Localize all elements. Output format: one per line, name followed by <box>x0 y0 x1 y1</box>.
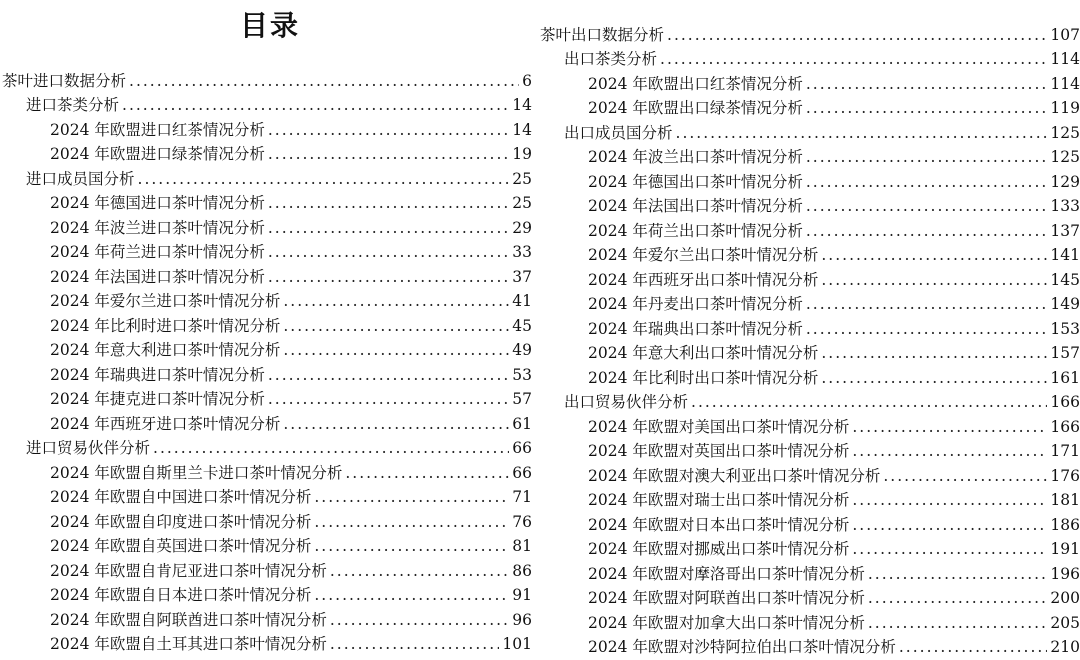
toc-leader-dots <box>268 218 509 238</box>
toc-entry-label: 出口贸易伙伴分析 <box>564 393 689 411</box>
toc-entry-label: 2024 年欧盟对美国出口茶叶情况分析 <box>588 417 850 436</box>
toc-entry-page-number: 145 <box>1050 270 1080 289</box>
toc-entry-label: 2024 年波兰出口茶叶情况分析 <box>588 148 803 166</box>
toc-entry-page-number: 66 <box>512 439 532 457</box>
toc-leader-dots <box>852 539 1047 559</box>
toc-entry-page-number: 157 <box>1050 344 1080 362</box>
toc-leader-dots <box>268 144 509 164</box>
toc-leader-dots <box>883 466 1047 486</box>
toc-entry-page-number: 61 <box>512 414 532 433</box>
toc-entry-label: 2024 年欧盟对阿联酋出口茶叶情况分析 <box>588 589 865 607</box>
toc-entry[interactable] <box>538 167 1080 192</box>
toc-entry-page-number: 66 <box>512 463 532 482</box>
toc-entry[interactable] <box>538 265 1080 290</box>
toc-entry[interactable] <box>0 360 532 385</box>
toc-entry-label: 2024 年欧盟进口绿茶情况分析 <box>50 145 265 163</box>
toc-entry[interactable] <box>0 532 532 557</box>
toc-entry-page-number: 200 <box>1050 589 1080 607</box>
toc-entry[interactable] <box>0 409 532 434</box>
toc-entry[interactable] <box>538 143 1080 168</box>
toc-entry-page-number: 107 <box>1050 25 1080 44</box>
toc-leader-dots <box>314 585 509 605</box>
toc-entry[interactable] <box>0 238 532 263</box>
toc-entry-label: 茶叶出口数据分析 <box>540 25 665 44</box>
toc-entry[interactable] <box>538 290 1080 315</box>
toc-leader-dots <box>129 71 519 91</box>
toc-entry-label: 2024 年德国进口茶叶情况分析 <box>50 194 265 212</box>
toc-left-column <box>0 66 532 654</box>
toc-entry-page-number: 86 <box>512 561 532 580</box>
toc-entry-label: 进口茶类分析 <box>26 96 120 114</box>
toc-entry-label: 出口成员国分析 <box>564 123 673 142</box>
toc-leader-dots <box>806 98 1048 118</box>
toc-entry[interactable] <box>538 388 1080 413</box>
toc-entry-label: 2024 年法国出口茶叶情况分析 <box>588 197 803 215</box>
toc-leader-dots <box>806 221 1048 241</box>
toc-entry-page-number: 191 <box>1050 540 1080 558</box>
toc-leader-dots <box>806 172 1048 192</box>
toc-leader-dots <box>806 196 1048 216</box>
toc-leader-dots <box>283 414 509 434</box>
toc-entry[interactable] <box>0 581 532 606</box>
toc-entry-label: 2024 年西班牙出口茶叶情况分析 <box>588 270 819 289</box>
toc-leader-dots <box>283 340 509 360</box>
toc-entry-page-number: 14 <box>512 120 532 139</box>
toc-entry-label: 2024 年西班牙进口茶叶情况分析 <box>50 414 281 433</box>
toc-entry-label: 2024 年欧盟自印度进口茶叶情况分析 <box>50 512 312 531</box>
toc-entry-label: 2024 年欧盟自肯尼亚进口茶叶情况分析 <box>50 561 327 580</box>
toc-leader-dots <box>806 74 1048 94</box>
toc-entry[interactable] <box>0 66 532 91</box>
toc-entry-label: 2024 年意大利出口茶叶情况分析 <box>588 344 819 362</box>
toc-entry[interactable] <box>538 535 1080 560</box>
toc-leader-dots <box>660 49 1047 69</box>
toc-leader-dots <box>821 245 1047 265</box>
toc-entry-page-number: 205 <box>1050 613 1080 632</box>
toc-entry[interactable] <box>0 434 532 459</box>
toc-entry-page-number: 41 <box>512 292 532 310</box>
toc-entry[interactable] <box>538 94 1080 119</box>
toc-entry-page-number: 133 <box>1050 197 1080 215</box>
toc-entry-label: 2024 年欧盟出口绿茶情况分析 <box>588 99 803 117</box>
toc-entry-label: 2024 年欧盟对沙特阿拉伯出口茶叶情况分析 <box>588 638 896 656</box>
toc-entry-label: 2024 年爱尔兰进口茶叶情况分析 <box>50 292 281 310</box>
toc-leader-dots <box>268 120 509 140</box>
toc-entry-page-number: 33 <box>512 243 532 261</box>
toc-entry-label: 2024 年瑞典进口茶叶情况分析 <box>50 365 265 384</box>
toc-entry[interactable] <box>0 311 532 336</box>
toc-entry[interactable] <box>538 241 1080 266</box>
toc-entry[interactable] <box>538 363 1080 388</box>
toc-leader-dots <box>806 294 1048 314</box>
toc-entry-label: 2024 年欧盟对英国出口茶叶情况分析 <box>588 442 850 460</box>
page-title: 目录 <box>240 9 301 42</box>
toc-leader-dots <box>345 463 509 483</box>
toc-entry-page-number: 25 <box>512 169 532 188</box>
toc-entry[interactable] <box>0 91 532 116</box>
toc-leader-dots <box>268 193 509 213</box>
toc-entry-page-number: 25 <box>512 194 532 212</box>
toc-leader-dots <box>268 267 509 287</box>
toc-entry[interactable] <box>538 339 1080 364</box>
toc-entry-label: 出口茶类分析 <box>564 50 658 68</box>
toc-entry-page-number: 76 <box>512 512 532 531</box>
toc-entry-label: 2024 年欧盟进口红茶情况分析 <box>50 120 265 139</box>
toc-leader-dots <box>314 536 509 556</box>
toc-entry-label: 2024 年欧盟对加拿大出口茶叶情况分析 <box>588 613 865 632</box>
toc-leader-dots <box>806 319 1048 339</box>
toc-entry-page-number: 114 <box>1050 50 1080 68</box>
toc-entry[interactable] <box>0 458 532 483</box>
toc-entry-page-number: 57 <box>512 390 532 408</box>
toc-leader-dots <box>868 613 1048 633</box>
toc-entry-page-number: 81 <box>512 537 532 555</box>
toc-leader-dots <box>138 169 510 189</box>
toc-entry-label: 2024 年意大利进口茶叶情况分析 <box>50 341 281 359</box>
toc-entry-page-number: 196 <box>1050 564 1080 583</box>
toc-entry[interactable] <box>538 486 1080 511</box>
toc-entry-page-number: 53 <box>512 365 532 384</box>
toc-leader-dots <box>676 123 1048 143</box>
toc-leader-dots <box>868 564 1048 584</box>
toc-entry[interactable] <box>538 45 1080 70</box>
toc-entry-label: 2024 年欧盟自阿联酋进口茶叶情况分析 <box>50 610 327 629</box>
toc-entry[interactable] <box>0 213 532 238</box>
toc-entry[interactable] <box>538 559 1080 584</box>
toc-leader-dots <box>868 588 1048 608</box>
toc-leader-dots <box>852 490 1047 510</box>
toc-leader-dots <box>852 417 1047 437</box>
toc-entry[interactable] <box>0 164 532 189</box>
toc-entry[interactable] <box>538 412 1080 437</box>
toc-leader-dots <box>852 515 1047 535</box>
toc-entry[interactable] <box>538 608 1080 633</box>
toc-entry-label: 2024 年瑞典出口茶叶情况分析 <box>588 319 803 338</box>
toc-entry-page-number: 45 <box>512 316 532 335</box>
toc-entry-label: 2024 年欧盟对挪威出口茶叶情况分析 <box>588 540 850 558</box>
toc-entry-page-number: 137 <box>1050 221 1080 240</box>
toc-entry[interactable] <box>0 556 532 581</box>
toc-entry-label: 2024 年法国进口茶叶情况分析 <box>50 267 265 286</box>
toc-entry-label: 茶叶进口数据分析 <box>2 71 127 90</box>
toc-entry-page-number: 37 <box>512 267 532 286</box>
toc-entry[interactable] <box>538 437 1080 462</box>
toc-entry[interactable] <box>538 192 1080 217</box>
toc-leader-dots <box>691 392 1047 412</box>
toc-entry-page-number: 14 <box>512 96 532 114</box>
toc-leader-dots <box>283 291 509 311</box>
toc-entry[interactable] <box>0 262 532 287</box>
toc-entry-page-number: 125 <box>1050 123 1080 142</box>
toc-entry-label: 2024 年比利时进口茶叶情况分析 <box>50 316 281 335</box>
toc-entry-label: 2024 年欧盟自日本进口茶叶情况分析 <box>50 586 312 604</box>
toc-entry-label: 2024 年比利时出口茶叶情况分析 <box>588 368 819 387</box>
toc-entry[interactable] <box>0 189 532 214</box>
toc-entry[interactable] <box>0 115 532 140</box>
toc-leader-dots <box>821 270 1047 290</box>
toc-leader-dots <box>268 365 509 385</box>
toc-entry[interactable] <box>538 461 1080 486</box>
toc-entry-label: 进口成员国分析 <box>26 169 135 188</box>
toc-entry-page-number: 91 <box>512 586 532 604</box>
toc-entry[interactable] <box>0 483 532 508</box>
toc-entry-label: 2024 年波兰进口茶叶情况分析 <box>50 218 265 237</box>
toc-entry[interactable] <box>538 314 1080 339</box>
toc-leader-dots <box>283 316 509 336</box>
toc-entry-page-number: 176 <box>1050 466 1080 485</box>
toc-entry[interactable] <box>538 633 1080 658</box>
toc-entry[interactable] <box>0 385 532 410</box>
toc-leader-dots <box>122 95 509 115</box>
toc-entry-label: 2024 年欧盟出口红茶情况分析 <box>588 74 803 93</box>
toc-entry-page-number: 181 <box>1050 491 1080 509</box>
toc-entry-page-number: 114 <box>1050 74 1080 93</box>
toc-entry-page-number: 96 <box>512 610 532 629</box>
toc-entry-page-number: 166 <box>1050 393 1080 411</box>
toc-entry-page-number: 210 <box>1050 638 1080 656</box>
toc-leader-dots <box>667 25 1047 45</box>
toc-leader-dots <box>899 637 1048 657</box>
toc-entry[interactable] <box>0 630 532 655</box>
toc-entry-page-number: 19 <box>512 145 532 163</box>
toc-entry-page-number: 161 <box>1050 368 1080 387</box>
toc-entry-label: 2024 年欧盟对瑞士出口茶叶情况分析 <box>588 491 850 509</box>
toc-right-column <box>538 20 1080 657</box>
toc-entry-page-number: 71 <box>512 488 532 506</box>
toc-entry[interactable] <box>538 216 1080 241</box>
toc-entry[interactable] <box>0 507 532 532</box>
toc-entry-label: 进口贸易伙伴分析 <box>26 439 151 457</box>
toc-entry[interactable] <box>0 140 532 165</box>
toc-leader-dots <box>314 512 509 532</box>
toc-leader-dots <box>806 147 1048 167</box>
toc-entry-label: 2024 年荷兰出口茶叶情况分析 <box>588 221 803 240</box>
toc-entry-label: 2024 年捷克进口茶叶情况分析 <box>50 390 265 408</box>
toc-entry[interactable] <box>538 69 1080 94</box>
toc-entry-page-number: 125 <box>1050 148 1080 166</box>
toc-leader-dots <box>268 389 509 409</box>
toc-entry-page-number: 29 <box>512 218 532 237</box>
toc-entry-page-number: 171 <box>1050 442 1080 460</box>
toc-entry-label: 2024 年欧盟对澳大利亚出口茶叶情况分析 <box>588 466 881 485</box>
toc-entry-page-number: 129 <box>1050 172 1080 191</box>
toc-entry-page-number: 166 <box>1050 417 1080 436</box>
toc-entry-page-number: 149 <box>1050 295 1080 313</box>
toc-leader-dots <box>314 487 509 507</box>
toc-entry-label: 2024 年欧盟自土耳其进口茶叶情况分析 <box>50 635 327 653</box>
toc-leader-dots <box>821 368 1047 388</box>
toc-entry-page-number: 186 <box>1050 515 1080 534</box>
toc-leader-dots <box>330 561 509 581</box>
toc-entry[interactable] <box>538 510 1080 535</box>
toc-entry[interactable] <box>0 336 532 361</box>
toc-entry-page-number: 101 <box>502 635 532 653</box>
toc-leader-dots <box>821 343 1047 363</box>
toc-entry-page-number: 141 <box>1050 246 1080 264</box>
toc-entry-label: 2024 年荷兰进口茶叶情况分析 <box>50 243 265 261</box>
toc-entry-label: 2024 年欧盟自中国进口茶叶情况分析 <box>50 488 312 506</box>
toc-entry-label: 2024 年爱尔兰出口茶叶情况分析 <box>588 246 819 264</box>
toc-entry-label: 2024 年欧盟自英国进口茶叶情况分析 <box>50 537 312 555</box>
toc-entry-page-number: 153 <box>1050 319 1080 338</box>
toc-entry-label: 2024 年德国出口茶叶情况分析 <box>588 172 803 191</box>
toc-entry[interactable] <box>0 605 532 630</box>
toc-entry-label: 2024 年欧盟自斯里兰卡进口茶叶情况分析 <box>50 463 343 482</box>
toc-entry-label: 2024 年欧盟对摩洛哥出口茶叶情况分析 <box>588 564 865 583</box>
toc-leader-dots <box>268 242 509 262</box>
toc-entry-label: 2024 年欧盟对日本出口茶叶情况分析 <box>588 515 850 534</box>
toc-entry-page-number: 49 <box>512 341 532 359</box>
toc-entry[interactable] <box>538 20 1080 45</box>
toc-leader-dots <box>852 441 1047 461</box>
toc-leader-dots <box>153 438 509 458</box>
toc-leader-dots <box>330 634 500 654</box>
toc-entry-page-number: 6 <box>522 71 532 90</box>
toc-entry[interactable] <box>0 287 532 312</box>
toc-leader-dots <box>330 610 509 630</box>
toc-entry-label: 2024 年丹麦出口茶叶情况分析 <box>588 295 803 313</box>
toc-entry[interactable] <box>538 584 1080 609</box>
toc-entry-page-number: 119 <box>1050 99 1080 117</box>
toc-entry[interactable] <box>538 118 1080 143</box>
